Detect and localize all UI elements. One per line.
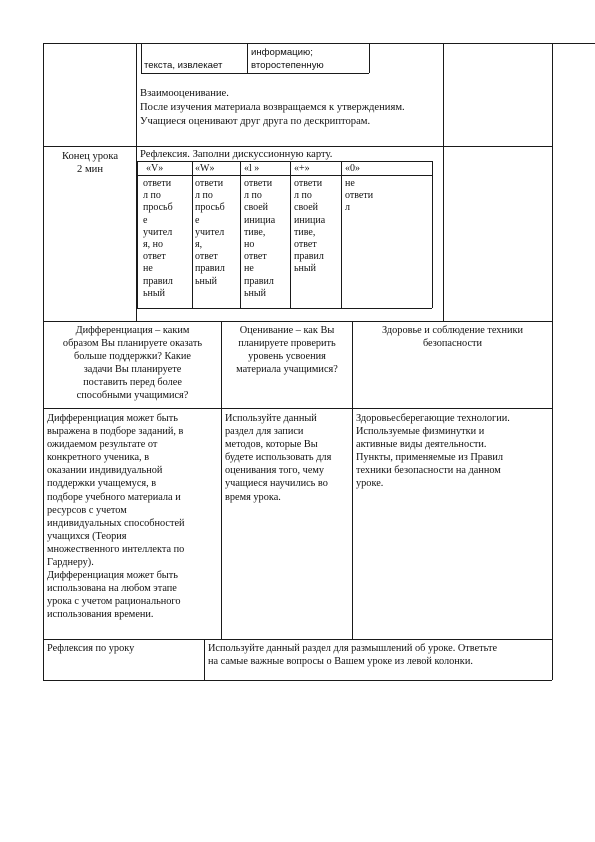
card-cell-l: ответи л по своей инициа тиве, но ответ не правил ьный — [244, 178, 276, 299]
criteria-col-2 — [352, 321, 353, 639]
card-header-v: «V» — [146, 163, 164, 174]
card-header-bottom — [137, 175, 432, 176]
lesson-reflection-text: Используйте данный раздел для размышлений об уроке. Ответьте на самые важные вопросы о Вашем уроке из левой колонки. — [208, 643, 498, 668]
card-bottom — [137, 308, 432, 309]
stage-label: Конец урока — [61, 151, 119, 162]
evaluation-header: Оценивание – как Вы планируете проверить уровень усвоения материала учащимися? — [236, 325, 338, 376]
card-col-4 — [341, 161, 342, 308]
assessment-line-3: Учащиеся оценивают друг друга по дескрипторам. — [140, 116, 371, 127]
row-sep-criteria-body — [43, 408, 552, 409]
differentiation-header: Дифференциация – каким образом Вы планируете оказать больше поддержки? Какие задачи Вы планируете поставить перед более способными учащимися? — [62, 325, 203, 402]
inner-right-text-1: информацию; — [251, 47, 313, 58]
outer-right-border — [552, 43, 553, 680]
inner-bottom-border — [141, 73, 369, 74]
card-col-3 — [290, 161, 291, 308]
inner-right-border — [369, 43, 370, 73]
reflection-prompt: Рефлексия. Заполни дискуссионную карту. — [140, 149, 333, 160]
card-header-l: «l » — [244, 163, 260, 174]
card-cell-w: ответи л по просьб е учител я, ответ правил ьный — [195, 178, 225, 287]
card-header-zero: «0» — [345, 163, 360, 174]
row-sep-reflection — [43, 639, 552, 640]
card-header-plus: «+» — [294, 163, 310, 174]
health-header: Здоровье и соблюдение техники безопасности — [382, 325, 523, 350]
card-col-5 — [432, 161, 433, 308]
card-cell-v: ответи л по просьб е учител я, но ответ не правил ьный — [143, 178, 173, 299]
stage-time: 2 мин — [77, 164, 103, 175]
card-col-2 — [240, 161, 241, 308]
inner-mid-border — [247, 43, 248, 73]
top-rule — [43, 43, 595, 44]
card-col-0 — [137, 161, 138, 308]
card-cell-zero: не ответи л — [345, 178, 374, 214]
lesson-reflection-label: Рефлексия по уроку — [47, 643, 135, 654]
inner-left-text: текста, извлекает — [144, 60, 223, 71]
col-divider-resources — [443, 43, 444, 321]
differentiation-body: Дифференциация может быть выражена в подборе заданий, в ожидаемом результате от конкретного ученика, в оказании индивидуальной поддержки учащемуся, в подборе учебного материала и ресурсов с учетом индивидуальных способностей учащихся (Теория множественного интеллекта по Гарднеру). Дифференциация может быть использована на любом этапе урока с учетом рационального использования времени. — [47, 413, 185, 621]
inner-right-text-2: второстепенную — [251, 60, 324, 71]
card-cell-plus: ответи л по своей инициа тиве, ответ правил ьный — [294, 178, 326, 275]
row-sep-criteria-top — [43, 321, 552, 322]
card-top — [137, 161, 432, 162]
card-header-w: «W» — [195, 163, 215, 174]
assessment-title: Взаимооценивание. — [140, 88, 229, 99]
table-bottom — [43, 680, 552, 681]
reflection-col — [204, 639, 205, 680]
health-body: Здоровьесберегающие технологии. Используемые физминутки и активные виды деятельности. Пункты, применяемые из Правил техники безопасности на данном уроке. — [356, 413, 510, 490]
assessment-line-2: После изучения материала возвращаемся к утверждениям. — [140, 102, 405, 113]
row-sep-end-lesson — [43, 146, 552, 147]
inner-left-border — [141, 43, 142, 73]
card-col-1 — [192, 161, 193, 308]
evaluation-body: Используйте данный раздел для записи методов, которые Вы будете использовать для оценивания того, чему учащиеся научились во время урока. — [225, 413, 332, 503]
